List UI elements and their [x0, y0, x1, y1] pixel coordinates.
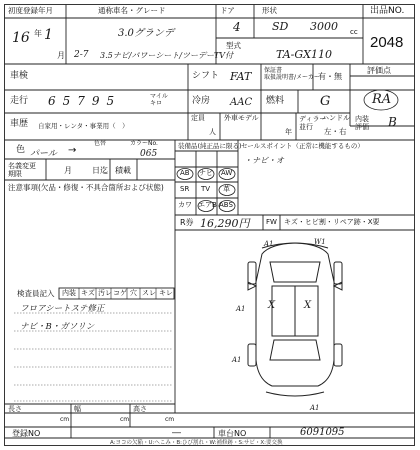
- height-label: 高さ: [133, 405, 147, 413]
- mark-rear: A1: [310, 404, 320, 412]
- tab-tear: キレ: [159, 289, 173, 297]
- mileage-value: 65795: [48, 94, 122, 108]
- equip-ab: AB: [180, 169, 190, 177]
- chassis-value: 6091095: [300, 427, 345, 438]
- inspector-label: 検査員記入: [17, 289, 55, 298]
- handle-value: 左・右: [324, 127, 347, 136]
- first-reg-year: 16: [12, 30, 30, 46]
- height-unit: cm: [165, 416, 175, 423]
- warranty-value: 有・無: [318, 72, 342, 81]
- car-diagram: [248, 243, 342, 396]
- color-value: パール: [30, 149, 57, 159]
- grade-value: RA: [372, 92, 392, 107]
- history-options: 自家用・レンタ・事業用（ ）: [38, 122, 129, 130]
- warranty-label: 保証書 取扱説明書/メーカー: [264, 67, 320, 81]
- load-label: 積載: [115, 166, 131, 175]
- equip-leather: 革: [223, 185, 230, 193]
- equipment-label: 装備品(純正品に限る): [178, 142, 242, 150]
- name-change-month: 月: [64, 166, 72, 175]
- capacity-label: 定員: [191, 114, 205, 122]
- tab-burn: コゲ: [113, 289, 127, 297]
- displacement-value: 3000: [310, 20, 338, 33]
- import-model-label: 外車モデル: [224, 114, 259, 122]
- exhibit-number: 2048: [370, 34, 404, 51]
- width-unit: cm: [120, 416, 130, 423]
- tab-interior: 内装: [62, 289, 76, 297]
- mark-front-left: A1: [264, 240, 274, 248]
- inspector-note-1: フロアシートステ修正: [20, 304, 105, 314]
- grade-text: 3.0グランデ: [118, 28, 174, 39]
- model-label: 型式: [226, 41, 241, 50]
- damage-code-legend: A:ヨコの欠陥・U:へこみ・B:ひび割れ・W:補修跡・S:サビ・X:要交換: [110, 440, 283, 446]
- door-count: 4: [233, 20, 241, 34]
- recycle-value: 16,290円: [200, 217, 250, 230]
- shift-value: FAT: [230, 70, 252, 83]
- equip-abs: ABS: [219, 201, 233, 209]
- shape-value: SD: [272, 20, 289, 33]
- mark-x-right: X: [304, 300, 312, 311]
- cc-unit: cc: [350, 28, 358, 36]
- fuel-label: 燃料: [266, 96, 285, 106]
- mark-front-right: W1: [314, 238, 326, 246]
- year-unit: 年: [34, 29, 42, 38]
- name-change-label: 名義変更 期限: [8, 162, 36, 179]
- sales-point-value: ・ナビ・オ: [244, 156, 284, 165]
- interior-value: B: [388, 115, 397, 129]
- color-change-label: 色替: [94, 140, 107, 147]
- equip-sr: SR: [180, 185, 190, 193]
- fuel-value: G: [320, 94, 331, 109]
- first-reg-label: 初度登録年月: [8, 6, 53, 15]
- equip-tv: TV: [201, 185, 211, 193]
- equip-kawa: カワ: [178, 201, 192, 209]
- fw-label: FW: [266, 218, 277, 226]
- equip-aw: AW: [221, 169, 233, 177]
- color-label: 色: [16, 145, 26, 155]
- capacity-unit: 人: [209, 128, 216, 136]
- recycle-label: R券: [180, 218, 194, 227]
- mark-rear-left: A1: [232, 356, 242, 364]
- length-unit: cm: [60, 416, 70, 423]
- month-unit: 月: [57, 51, 65, 60]
- grade-label: 評価点: [367, 66, 391, 75]
- door-label: ドア: [220, 6, 235, 15]
- history-label: 車歴: [10, 119, 29, 129]
- grade-text-2: 3.5ナビ/パワーシート/ツーデーTV付: [100, 51, 234, 60]
- width-label: 幅: [74, 405, 81, 413]
- shift-label: シフト: [192, 71, 220, 81]
- tab-rub: スレ: [142, 289, 156, 297]
- shape-label: 形状: [262, 6, 277, 15]
- mileage-unit: マイル キロ: [150, 93, 168, 107]
- exhibit-label: 出品NO.: [370, 6, 405, 16]
- car-name-label: 通称車名・グレード: [98, 6, 166, 15]
- name-change-day: 日迄: [92, 166, 108, 175]
- sales-point-label: セールスポイント（正常に機能するもの）: [241, 142, 364, 150]
- damage-legend-label: キズ・ヒビ割・リペア跡・X要: [284, 218, 380, 226]
- inspector-note-2: ナビ・B・ガソリン: [20, 322, 95, 332]
- chassis-label: 車台NO: [218, 429, 247, 438]
- color-arrow: →: [68, 145, 77, 156]
- equip-navi: ナビ: [199, 169, 213, 177]
- mark-x-left: X: [268, 300, 276, 311]
- equip-airbag: エアB: [198, 201, 217, 209]
- registration-label: 登録NO: [12, 429, 41, 438]
- color-code-value: 065: [140, 149, 158, 159]
- tab-hole: 穴: [130, 289, 137, 297]
- import-year-unit: 年: [285, 128, 292, 136]
- tab-dirt: 汚レ: [98, 289, 112, 297]
- model-code: TA-GX110: [276, 48, 333, 61]
- mark-left-side: A1: [236, 305, 246, 313]
- notes-label: 注意事項(欠品・修復・不具合箇所および状態): [8, 183, 164, 192]
- dealer-label: ディラー 並行: [299, 115, 327, 132]
- registration-dash: ―: [172, 428, 181, 438]
- shaken-prefix: 2-7: [74, 50, 89, 60]
- mileage-label: 走行: [10, 96, 29, 106]
- color-code-label: カラーNo.: [130, 140, 158, 147]
- ac-label: 冷房: [192, 96, 211, 106]
- interior-label: 内装 評価: [355, 115, 369, 132]
- ac-value: AAC: [230, 97, 253, 108]
- length-label: 長さ: [8, 405, 22, 413]
- first-reg-month: 1: [44, 27, 53, 43]
- tab-scratch: キズ: [81, 289, 95, 297]
- shaken-label: 車検: [10, 71, 29, 81]
- handle-label: ハンドル: [322, 114, 350, 122]
